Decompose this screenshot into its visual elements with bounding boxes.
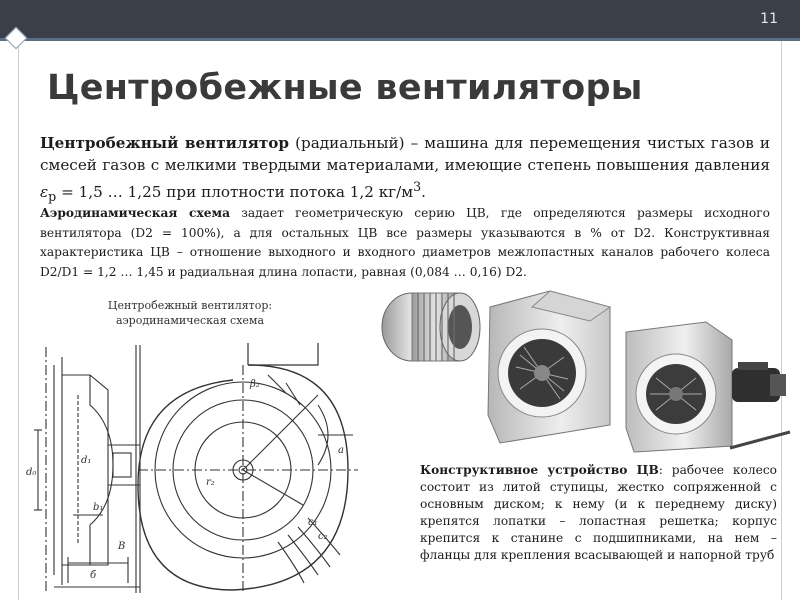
construction-term: Конструктивное устройство ЦВ (420, 463, 659, 477)
pressure-subscript: р (48, 189, 57, 205)
intro-term: Центробежный вентилятор (40, 134, 289, 152)
intro-text-1: (радиальный) – машина для перемещения чистых газов и смесей газов с мелкими твердыми материалами, имеющие степень повышения давления (40, 134, 770, 174)
pressure-symbol: ε (40, 183, 49, 202)
caption-line-1: Центробежный вентилятор: (107, 299, 273, 312)
slide-number: 11 (760, 11, 778, 27)
intro-text-3: . (421, 183, 426, 202)
fan-housing-photo (480, 285, 620, 447)
diagram-caption (90, 298, 290, 328)
details-paragraph (40, 204, 770, 282)
label-d1: d₁ (81, 455, 92, 466)
label-a: a (338, 445, 344, 456)
construction-text: : рабочее колесо состоит из литой ступицы, жестко сопряженной с основным диском; к нему (и к переднему диску) крепятся лопатки – лопастная решетка; корпус крепится к станине с подшипниками, на нем – фланцы для крепления всасывающей и напорной труб (420, 463, 777, 562)
label-r: r₂ (206, 477, 215, 488)
label-b: б (90, 570, 97, 581)
fan-with-motor-photo (620, 318, 792, 456)
label-c2: c₂ (318, 531, 328, 542)
header-bar (0, 0, 800, 38)
header-stripe (0, 38, 800, 41)
label-d0: d₀ (26, 467, 37, 478)
label-beta: β₂ (250, 379, 260, 390)
details-text: задает геометрическую серию ЦВ, где определяются размеры исходного вентилятора (D2 = 100%), а для остальных ЦВ все размеры указываются в % от D2. Конструктивная характеристика ЦВ – отношение выходного и входного диаметров межлопастных каналов рабочего колеса D2/D1 = 1,2 … 1,45 и радиальная длина лопасти, равная (0,084 … 0,16) D2. (40, 206, 770, 279)
caption-line-2: аэродинамическая схема (115, 314, 265, 327)
density-unit-exponent: 3 (413, 179, 422, 194)
impeller-photo (372, 285, 484, 365)
label-b1: b₁ (93, 502, 104, 513)
aerodynamic-scheme-drawing (18, 335, 388, 600)
construction-paragraph (420, 462, 777, 564)
label-B: B (118, 541, 126, 552)
intro-text-2: = 1,5 … 1,25 при плотности потока 1,2 кг/м (56, 183, 414, 202)
label-c1: c₁ (308, 517, 318, 528)
details-term: Аэродинамическая схема (40, 206, 230, 220)
intro-paragraph (40, 132, 770, 208)
page-title: Центробежные вентиляторы (47, 68, 643, 108)
